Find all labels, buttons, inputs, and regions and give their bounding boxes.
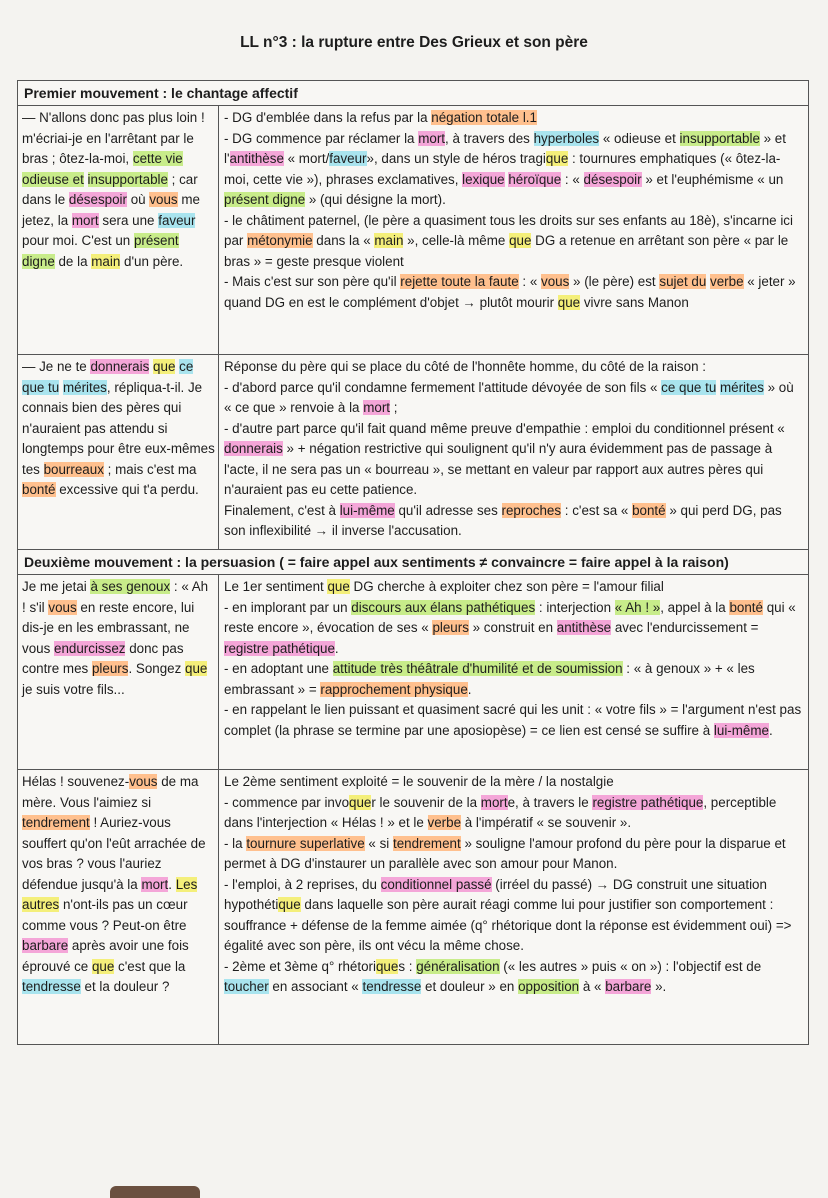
highlight-mark: faveur [158,212,196,228]
analysis-line: - d'autre part parce qu'il fait quand même preuve d'empathie : emploi du conditionnel présent « donnerais » + négation restrictive qui soulignent qu'il n'y aura évidemment pas de passage à l'acte, il ne sera pas un « bourreau », se mettant en valeur par rapport aux autres pères qui n'auraient pas eu cette patience. [224,420,785,497]
highlight-mark: endurcissez [54,640,126,656]
table-row [18,355,808,550]
highlight-mark: métonymie [247,233,313,248]
analysis-line: - en adoptant une attitude très théâtrale d'humilité et de soumission : « à genoux » + « les embrassant » = rapprochement physique. [224,661,755,697]
highlight-mark: tendresse [22,979,81,994]
analysis-line: Réponse du père qui se place du côté de l'honnête homme, du côté de la raison : [224,359,706,374]
highlight-mark: mort [363,400,391,415]
analysis-line: - en rappelant le lien puissant et quasiment sacré qui les unit : « votre fils » = l'argument n'est pas complet (la phrase se termine par une aposiopèse) = ce lien est censé se suffire à lui-même. [224,702,802,738]
highlight-mark: mort [141,876,169,892]
analysis-line: - DG d'emblée dans la refus par la négation totale l.1 [224,110,537,125]
highlight-mark: mort [71,212,99,228]
highlight-mark: tendresse [362,979,422,994]
section1-title: Premier mouvement : le chantage affectif [18,81,808,106]
highlight-mark: héroïque [508,171,562,187]
highlight-mark: à ses genoux [90,579,171,594]
analysis-line: - commence par invoquer le souvenir de la morte, à travers le registre pathétique, perceptible dans l'interjection « Hélas ! » et le verbe à l'impératif « se souvenir ». [224,794,777,830]
highlight-mark: que [545,151,569,166]
highlight-mark: verbe [710,274,744,289]
table-row [18,770,808,1044]
table-row [18,106,808,355]
highlight-mark: attitude très théâtrale d'humilité et de soumission [332,661,623,676]
highlight-mark: donnerais [224,441,283,456]
analysis-line: - d'abord parce qu'il condamne fermement l'attitude dévoyée de son fils « ce que tu mérites » où « ce que » renvoie à la mort ; [224,379,794,415]
analysis-line: - en implorant par un discours aux élans pathétiques : interjection « Ah ! », appel à la bonté qui « reste encore », évocation de ses « pleurs » construit en antithèse avec l'endurcissement = registre pathétique. [224,599,796,656]
analysis-cell [219,575,808,769]
text-excerpt [18,355,219,549]
highlight-mark: présent digne [22,233,179,269]
excerpt-text: Hélas ! souvenez-vous de ma mère. Vous l'aimiez si tendrement ! Auriez-vous souffert qu'on l'eût arrachée de vos bras ? vous l'auriez défendue jusqu'à la mort. Les autres n'ont-ils pas un cœur comme vous ? Peut-on être barbare après avoir une fois éprouvé ce que c'est que la tendresse et la douleur ? [22,774,206,994]
highlight-mark: registre pathétique [592,794,704,810]
paper-edge-decoration [110,1186,200,1198]
excerpt-text: — N'allons donc pas plus loin ! m'écriai-je en l'arrêtant par le bras ; ôtez-la-moi, cette vie odieuse et insupportable ; car dans le désespoir où vous me jetez, la mort sera une faveur pour moi. C'est un présent digne de la main d'un père. [22,110,205,269]
highlight-mark: désespoir [68,192,127,207]
highlight-mark: vous [149,192,178,207]
highlight-mark: que [185,661,208,676]
highlight-mark: rejette toute la faute [400,274,519,289]
highlight-mark: opposition [518,979,580,994]
highlight-mark: main [374,233,404,248]
section2-title: Deuxième mouvement : la persuasion ( = faire appel aux sentiments ≠ convaincre = faire appel à la raison) [18,550,808,575]
highlight-mark: que [349,794,372,810]
text-excerpt [18,575,219,769]
highlight-mark: lui-même [713,722,769,738]
highlight-mark: insupportable [679,130,760,146]
highlight-mark: pleurs [432,620,469,635]
highlight-mark: négation totale l.1 [431,110,537,125]
analysis-line: - le châtiment paternel, (le père a quasiment tous les droits sur ses enfants au 18è), s'incarne ici par métonymie dans la « main », celle-là même que DG a retenue en arrêtant son père « par le bras » = geste presque violent [224,212,793,269]
highlight-mark: mérites [62,379,107,395]
highlight-mark: bonté [22,482,56,497]
highlight-mark: que [557,294,581,310]
highlight-mark: faveur [329,151,367,166]
highlight-mark: vous [48,599,77,615]
highlight-mark: registre pathétique [224,640,335,656]
highlight-mark: bourreaux [43,461,104,477]
table-row [18,575,808,770]
highlight-mark: que [327,579,350,594]
highlight-mark: reproches [501,502,562,518]
analysis-line: Le 1er sentiment que DG cherche à exploiter chez son père = l'amour filial [224,579,664,594]
highlight-mark: verbe [427,815,462,830]
highlight-mark: lexique [462,171,505,187]
highlight-mark: pleurs [91,661,129,676]
analysis-table [17,80,809,1045]
highlight-mark: que [91,958,115,974]
highlight-mark: que [153,359,176,374]
highlight-mark: sujet du [659,274,707,289]
highlight-mark: mérites [720,379,764,395]
highlight-mark: tendrement [392,835,461,851]
highlight-mark: lui-même [339,502,395,518]
analysis-cell [219,355,808,549]
highlight-mark: antithèse [556,620,612,635]
highlight-mark: ce que tu [22,359,194,395]
highlight-mark: discours aux élans pathétiques [351,599,536,615]
highlight-mark: généralisation [416,958,500,974]
analysis-line: - DG commence par réclamer la mort, à travers des hyperboles « odieuse et insupportable » et l'antithèse « mort/faveur», dans un style de héros tragique : tournures emphatiques (« ôtez-la-moi, cette vie »), phrases exclamatives, lexique héroïque : « désespoir » et l'euphémisme « un présent digne » (qui désigne la mort). [224,130,786,207]
highlight-mark: rapprochement physique [320,681,468,697]
analysis-cell [219,106,808,354]
text-excerpt [18,106,219,354]
highlight-mark: ce que tu [661,379,717,395]
highlight-mark: barbare [605,979,652,994]
highlight-mark: conditionnel passé [380,876,492,892]
analysis-cell [219,770,808,1044]
highlight-mark: que [375,958,399,974]
highlight-mark: tendrement [22,815,90,830]
highlight-mark: mort [418,130,446,146]
highlight-mark: que [509,233,532,248]
highlight-mark: vous [541,274,570,289]
excerpt-text: Je me jetai à ses genoux : « Ah ! s'il vous en reste encore, lui dis-je en les embrassant, ne vous endurcissez donc pas contre mes pleurs. Songez que je suis votre fils... [22,579,209,697]
highlight-mark: hyperboles [533,130,600,146]
highlight-mark: bonté [632,502,666,518]
highlight-mark: main [91,253,121,269]
text-excerpt [18,770,219,1044]
analysis-line: - Mais c'est sur son père qu'il rejette toute la faute : « vous » (le père) est sujet du verbe « jeter » quand DG en est le complément d'objet → plutôt mourir que vivre sans Manon [224,274,796,310]
analysis-line: - l'emploi, à 2 reprises, du conditionnel passé (irréel du passé) → DG construit une situation hypothétique dans laquelle son père aurait réagi comme lui pour justifier son comportement : souffrance + défense de la femme aimée (q° rhétorique dont la réponse est évidemment oui) => égalité avec son père, ils ont vécu la même chose. [224,876,792,953]
highlight-mark: toucher [224,979,269,994]
highlight-mark: « Ah ! » [614,599,661,615]
highlight-mark: donnerais [90,359,150,374]
highlight-mark: mort [480,794,508,810]
analysis-line: - la tournure superlative « si tendrement » souligne l'amour profond du père pour la disparue et permet à DG d'instaurer un parallèle avec son amour pour Manon. [224,835,786,871]
highlight-mark: antithèse [229,151,284,166]
analysis-line: - 2ème et 3ème q° rhétoriques : généralisation (« les autres » puis « on ») : l'objectif est de toucher en associant « tendresse et douleur » en opposition à « barbare ». [224,958,762,994]
excerpt-text: — Je ne te donnerais que ce que tu mérites, répliqua-t-il. Je connais bien des pères qui n'auraient pas attendu si longtemps pour être eux-mêmes tes bourreaux ; mais c'est ma bonté excessive qui t'a perdu. [22,359,215,497]
highlight-mark: tournure superlative [246,835,365,851]
highlight-mark: insupportable [87,171,168,187]
highlight-mark: présent digne [224,192,306,207]
analysis-line: Finalement, c'est à lui-même qu'il adresse ses reproches : c'est sa « bonté » qui perd DG, pas son inflexibilité → il inverse l'accusation. [224,502,782,538]
analysis-line: Le 2ème sentiment exploité = le souvenir de la mère / la nostalgie [224,774,614,789]
highlight-mark: cette vie odieuse et [22,151,183,187]
page-title: LL n°3 : la rupture entre Des Grieux et son père [240,34,588,51]
highlight-mark: que [278,897,301,912]
highlight-mark: bonté [729,599,763,615]
highlight-mark: vous [129,774,158,789]
highlight-mark: désespoir [583,171,642,187]
highlight-mark: Les autres [22,876,198,912]
highlight-mark: barbare [22,938,69,953]
